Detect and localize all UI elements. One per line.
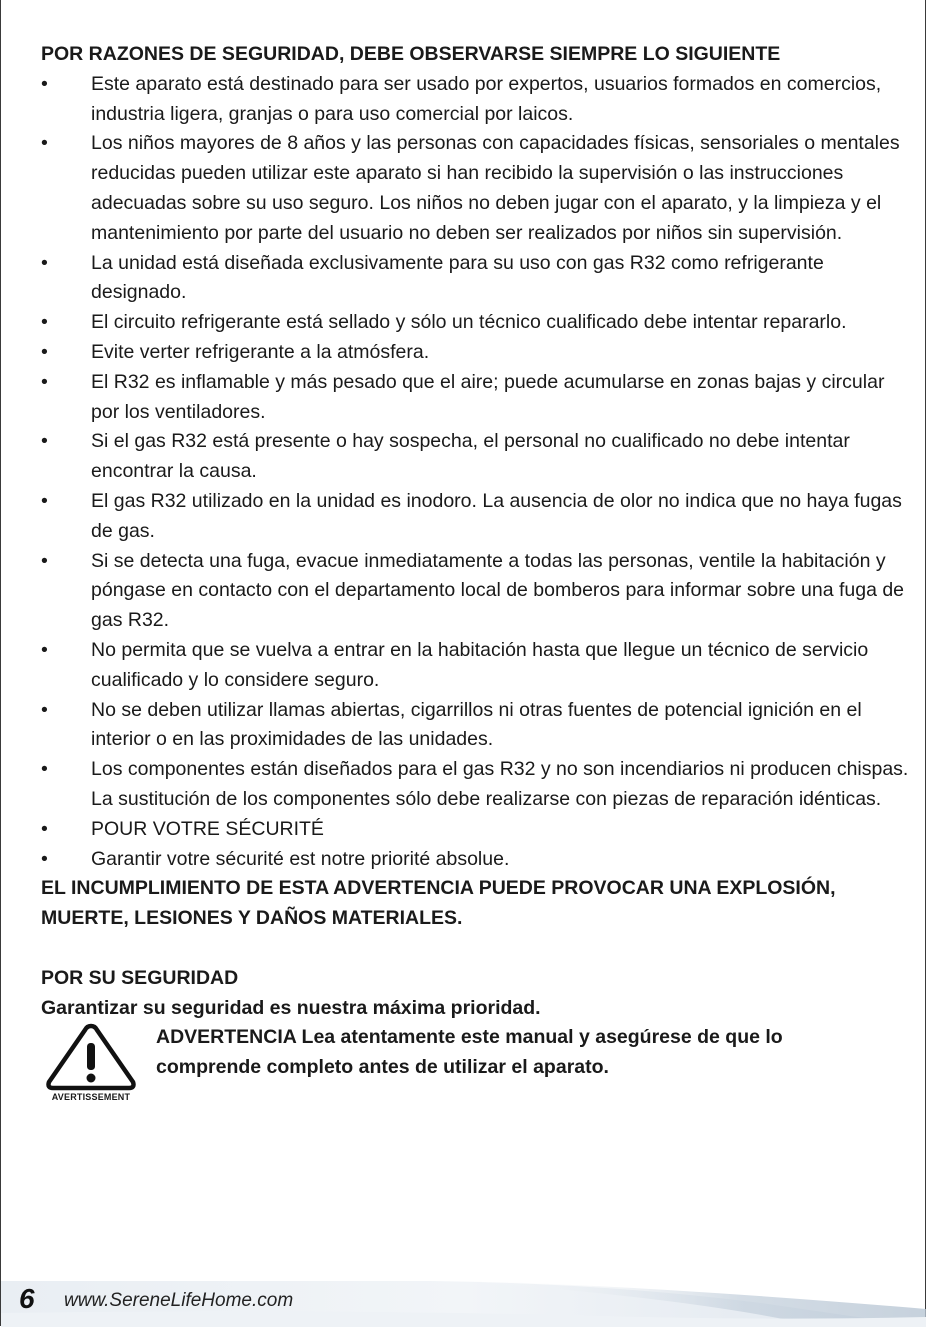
bullet-item	[41, 845, 913, 875]
warning-caption: AVERTISSEMENT	[51, 1092, 131, 1103]
bullet-marker: •	[41, 638, 48, 661]
bullet-marker: •	[41, 549, 48, 572]
bullet-item	[41, 636, 913, 696]
bullet-text: La unidad está diseñada exclusivamente para su uso con gas R32 como refrigerante designado.	[91, 251, 824, 304]
bullet-item	[41, 70, 913, 130]
bullet-text: No se deben utilizar llamas abiertas, cigarrillos ni otras fuentes de potencial ignición en el interior o en las proximidades de las unidades.	[91, 698, 862, 751]
warning-triangle-icon	[41, 1023, 141, 1113]
bullet-item	[41, 487, 913, 547]
bullet-text: El gas R32 utilizado en la unidad es inodoro. La ausencia de olor no indica que no haya fugas de gas.	[91, 489, 902, 542]
website-link[interactable]: www.SereneLifeHome.com	[64, 1290, 294, 1311]
safety-heading: POR RAZONES DE SEGURIDAD, DEBE OBSERVARSE SIEMPRE LO SIGUIENTE	[41, 43, 781, 65]
bullet-text: Si se detecta una fuga, evacue inmediatamente a todas las personas, ventile la habitación y póngase en contacto con el departamento local de bomberos para informar sobre una fuga de gas R32.	[91, 549, 905, 632]
bullet-marker: •	[41, 758, 48, 781]
bullet-item	[41, 368, 913, 428]
bullet-marker: •	[41, 311, 48, 334]
bullet-text: Los niños mayores de 8 años y las personas con capacidades físicas, sensoriales o mentales reducidas pueden utilizar este aparato si han recibido la supervisión o las instrucciones adecuadas sobre su uso seguro. Los niños no deben jugar con el aparato, y la limpieza y el mantenimiento por parte del usuario no deben ser realizados por niños sin supervisión.	[91, 132, 900, 244]
bullet-text: Este aparato está destinado para ser usado por expertos, usuarios formados en comercios, industria ligera, granjas o para uso comercial por laicos.	[91, 72, 882, 125]
bullet-marker: •	[41, 370, 48, 393]
bullet-marker: •	[41, 698, 48, 721]
safety-bullet-list	[41, 70, 913, 875]
bullet-marker: •	[41, 251, 48, 274]
bullet-text: Evite verter refrigerante a la atmósfera.	[91, 340, 430, 363]
bullet-item	[41, 815, 913, 845]
section-heading-your-safety: POR SU SEGURIDAD	[41, 966, 239, 989]
bullet-marker: •	[41, 340, 48, 363]
bullet-marker: •	[41, 489, 48, 512]
spacer	[41, 934, 913, 964]
bullet-item	[41, 696, 913, 756]
bullet-text: No permita que se vuelva a entrar en la habitación hasta que llegue un técnico de servicio cualificado y lo considere seguro.	[91, 638, 869, 691]
document-body	[41, 40, 913, 1115]
bullet-text: El R32 es inflamable y más pesado que el aire; puede acumularse en zonas bajas y circular por los ventiladores.	[91, 370, 885, 423]
bullet-item	[41, 427, 913, 487]
warning-text: ADVERTENCIA Lea atentamente este manual y asegúrese de que lo comprende completo antes de utilizar el aparato.	[156, 1026, 783, 1079]
bullet-text: El circuito refrigerante está sellado y sólo un técnico cualificado debe intentar repararlo.	[91, 311, 847, 334]
bullet-item	[41, 249, 913, 309]
bullet-marker: •	[41, 817, 48, 840]
warning-notice	[41, 1023, 913, 1115]
warning-statement: EL INCUMPLIMIENTO DE ESTA ADVERTENCIA PUEDE PROVOCAR UNA EXPLOSIÓN, MUERTE, LESIONES Y DAÑOS MATERIALES.	[41, 877, 836, 930]
page-number: 6	[19, 1283, 35, 1314]
bullet-item	[41, 338, 913, 368]
bullet-text: Garantir votre sécurité est notre priorité absolue.	[91, 847, 510, 870]
bullet-text: Si el gas R32 está presente o hay sospecha, el personal no cualificado no debe intentar encontrar la causa.	[91, 430, 850, 483]
bullet-item	[41, 755, 913, 815]
bullet-marker: •	[41, 847, 48, 870]
section-subheading: Garantizar su seguridad es nuestra máxima prioridad.	[41, 996, 541, 1019]
bullet-item	[41, 129, 913, 248]
bullet-marker: •	[41, 132, 48, 155]
bullet-marker: •	[41, 72, 48, 95]
bullet-item	[41, 308, 913, 338]
bullet-item	[41, 547, 913, 636]
bullet-text: Los componentes están diseñados para el gas R32 y no son incendiarios ni producen chispas. La sustitución de los componentes sólo debe realizarse con piezas de reparación idénticas.	[91, 758, 909, 810]
page-footer	[1, 1269, 926, 1327]
bullet-marker: •	[41, 430, 48, 453]
bullet-text: POUR VOTRE SÉCURITÉ	[91, 817, 324, 840]
